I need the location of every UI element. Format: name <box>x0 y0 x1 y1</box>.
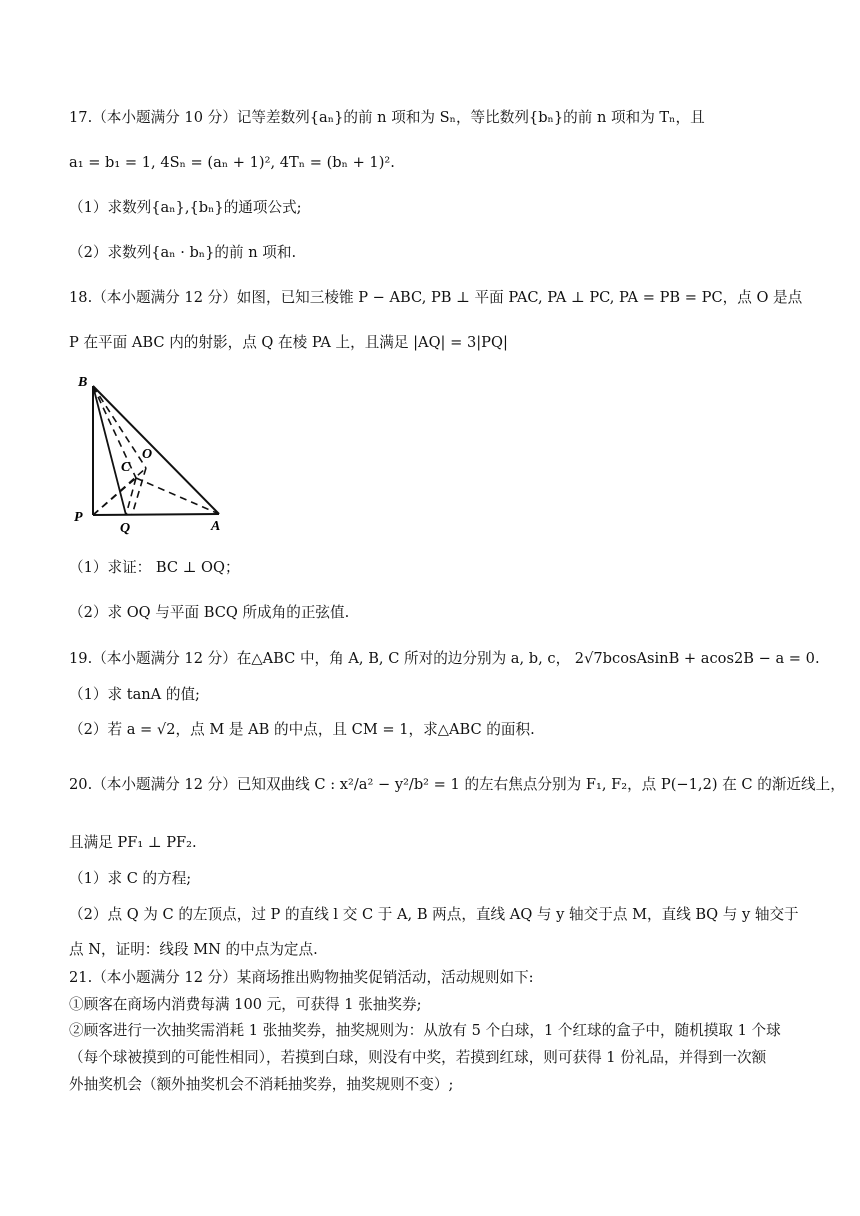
line-17-part1: （1）求数列{aₙ},{bₙ}的通项公式; <box>69 199 302 216</box>
label-C: C <box>121 460 131 475</box>
line-19-part1: （1）求 tanA 的值; <box>69 686 200 703</box>
tetrahedron-figure <box>66 368 236 538</box>
edge-BA <box>93 386 219 514</box>
line-21-rule2: ②顾客进行一次抽奖需消耗 1 张抽奖券，抽奖规则为：从放有 5 个白球，1 个红球的盒子中，随机摸取 1 个球 <box>69 1022 781 1039</box>
line-20-part2-cont: 点 N，证明：线段 MN 的中点为定点. <box>69 941 318 958</box>
label-P: P <box>74 510 83 525</box>
line-20-intro: 20.（本小题满分 12 分）已知双曲线 C : x²/a² − y²/b² = 1 的左右焦点分别为 F₁, F₂，点 P(−1,2) 在 C 的渐近线上， <box>69 776 845 793</box>
line-17-part2: （2）求数列{aₙ · bₙ}的前 n 项和. <box>69 244 297 261</box>
line-21-rule2-cont2: 外抽奖机会（额外抽奖机会不消耗抽奖券，抽奖规则不变）; <box>69 1076 454 1093</box>
line-20-intro-cont: 且满足 PF₁ ⊥ PF₂. <box>69 834 197 851</box>
edge-BO <box>93 386 146 468</box>
line-18-part1: （1）求证： BC ⊥ OQ； <box>69 559 240 576</box>
line-17-condition: a₁ = b₁ = 1, 4Sₙ = (aₙ + 1)², 4Tₙ = (bₙ + 1)². <box>69 154 395 171</box>
edge-PA <box>93 514 219 515</box>
label-O: O <box>142 447 153 462</box>
line-19-part2: （2）若 a = √2，点 M 是 AB 的中点，且 CM = 1，求△ABC 的面积. <box>69 721 535 738</box>
line-18-intro: 18.（本小题满分 12 分）如图，已知三棱锥 P − ABC, PB ⊥ 平面 PAC, PA ⊥ PC, PA = PB = PC，点 O 是点 <box>69 289 803 306</box>
line-18-intro-cont: P 在平面 ABC 内的射影，点 Q 在棱 PA 上，且满足 |AQ| = 3|PQ| <box>69 334 508 351</box>
line-20-part2: （2）点 Q 为 C 的左顶点，过 P 的直线 l 交 C 于 A, B 两点，直线 AQ 与 y 轴交于点 M，直线 BQ 与 y 轴交于 <box>69 906 799 923</box>
label-B: B <box>78 375 88 390</box>
line-19-intro: 19.（本小题满分 12 分）在△ABC 中，角 A, B, C 所对的边分别为 a, b, c， 2√7bcosAsinB + acos2B − a = 0. <box>69 650 820 667</box>
line-18-part2: （2）求 OQ 与平面 BCQ 所成角的正弦值. <box>69 604 350 621</box>
label-Q: Q <box>120 521 131 536</box>
edge-CA <box>136 478 219 514</box>
line-17-intro: 17.（本小题满分 10 分）记等差数列{aₙ}的前 n 项和为 Sₙ，等比数列{bₙ}的前 n 项和为 Tₙ，且 <box>69 109 705 126</box>
line-20-part1: （1）求 C 的方程; <box>69 870 192 887</box>
line-21-rule1: ①顾客在商场内消费每满 100 元，可获得 1 张抽奖券; <box>69 996 422 1013</box>
line-21-intro: 21.（本小题满分 12 分）某商场推出购物抽奖促销活动，活动规则如下: <box>69 969 534 986</box>
edge-CQ <box>126 478 136 515</box>
edge-BQ <box>93 386 126 515</box>
line-21-rule2-cont: （每个球被摸到的可能性相同），若摸到白球，则没有中奖，若摸到红球，则可获得 1 份礼品，并得到一次额 <box>69 1049 767 1066</box>
label-A: A <box>211 519 221 534</box>
